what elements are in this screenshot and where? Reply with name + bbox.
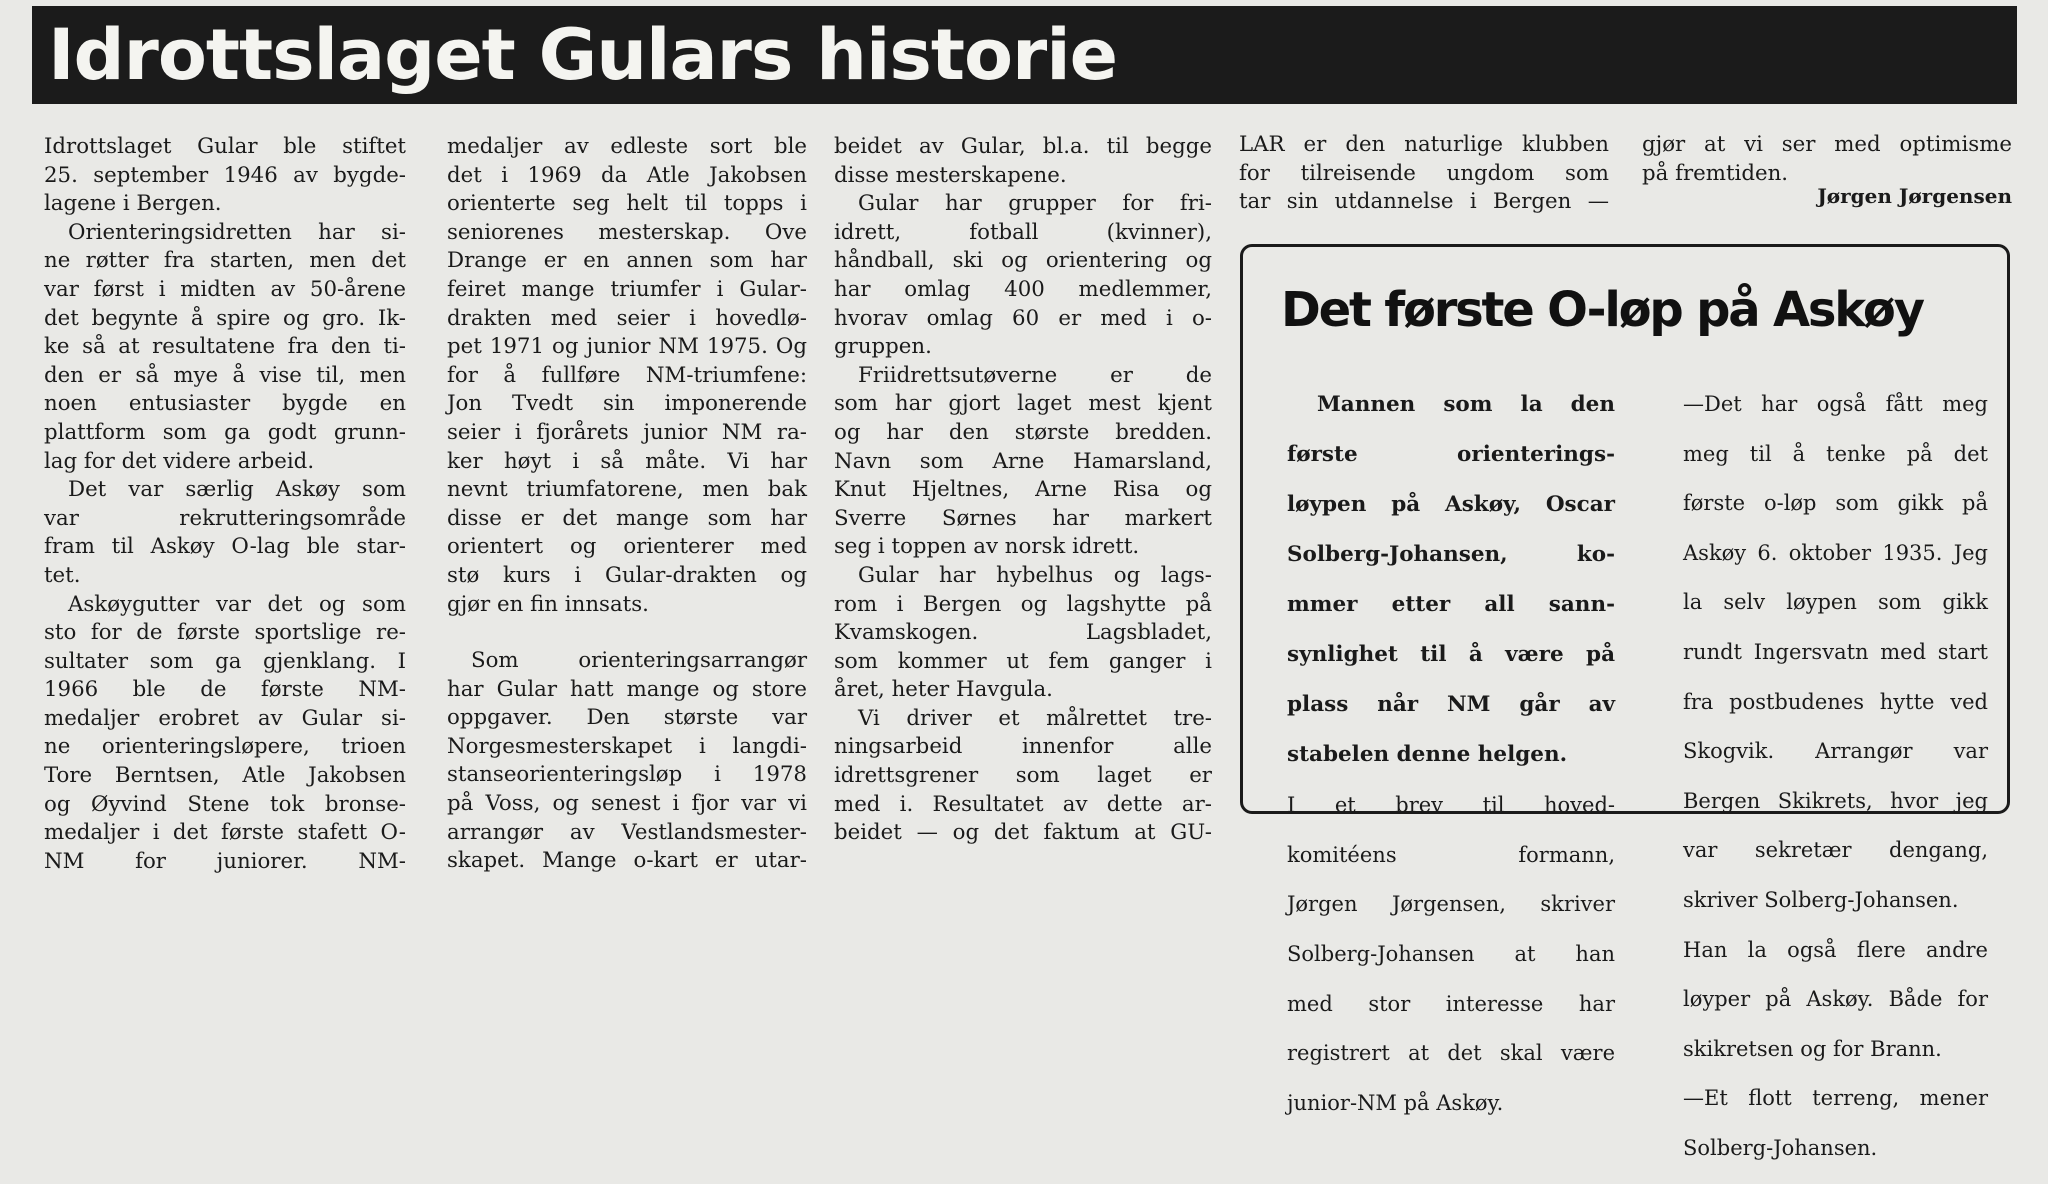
text-line: Orienteringsidretten har si-: [68, 219, 406, 245]
text-line: gruppen.: [834, 334, 932, 360]
text-line: ke så at resultatene fra den ti-: [44, 334, 406, 360]
text-line: sultater som ga gjenklang. I: [44, 648, 406, 674]
text-line: Solberg-Johansen.: [1683, 1135, 1878, 1160]
text-line: har omlag 400 medlemmer,: [834, 276, 1212, 302]
article-column-2: [447, 133, 807, 876]
text-line: var rekrutteringsområde: [44, 505, 406, 531]
text-line: 1966 ble de første NM-: [44, 677, 406, 703]
text-line: seniorenes mesterskap. Ove: [447, 219, 807, 245]
text-line: Det var særlig Askøy som: [68, 477, 406, 503]
text-line: Solberg-Johansen at han: [1287, 942, 1615, 967]
text-line: med i. Resultatet av dette ar-: [834, 791, 1212, 817]
text-line: Kvamskogen. Lagsbladet,: [834, 620, 1212, 646]
text-line: nevnt triumfatorene, men bak: [447, 477, 807, 503]
text-line: seg i toppen av norsk idrett.: [834, 534, 1140, 560]
text-line: hvorav omlag 60 er med i o-: [834, 305, 1212, 331]
text-line: på fremtiden.: [1642, 160, 1789, 186]
article-column-4: [1239, 131, 1609, 217]
lead-line: første orienterings-: [1287, 441, 1615, 467]
text-line: Han la også flere andre: [1683, 937, 1988, 962]
text-line: LAR er den naturlige klubben: [1239, 132, 1609, 157]
text-line: gjør en fin innsats.: [447, 591, 649, 617]
text-line: junior-NM på Askøy.: [1287, 1090, 1504, 1115]
text-line: noen entusiaster bygde en: [44, 391, 406, 417]
text-line: komitéens formann,: [1287, 842, 1615, 867]
text-line: Gular har hybelhus og lags-: [858, 562, 1212, 588]
text-line: seier i fjorårets junior NM ra-: [447, 419, 807, 445]
text-line: skriver Solberg-Johansen.: [1683, 887, 1959, 912]
sidebar-box: [1240, 244, 2010, 1160]
text-line: disse er det mange som har: [447, 505, 807, 531]
lead-line: løypen på Askøy, Oscar: [1287, 491, 1615, 517]
text-line: har Gular hatt mange og store: [447, 676, 807, 702]
text-line: på Voss, og senest i fjor var vi: [447, 791, 807, 817]
text-line: håndball, ski og orientering og: [834, 248, 1212, 274]
sidebar-title: Det første O-løp på Askøy: [1281, 282, 1923, 338]
text-line: lagene i Bergen.: [44, 191, 222, 217]
text-line: skapet. Mange o-kart er utar-: [447, 848, 807, 874]
text-line: disse mesterskapene.: [834, 162, 1067, 188]
text-line: ningsarbeid innenfor alle: [834, 734, 1212, 760]
text-line: stanseorienteringsløp i 1978: [447, 762, 807, 788]
text-line: ne røtter fra starten, men det: [44, 248, 406, 274]
text-line: beidet — og det faktum at GU-: [834, 820, 1212, 846]
text-line: det i 1969 da Atle Jakobsen: [447, 162, 807, 188]
text-line: fram til Askøy O-lag ble star-: [44, 534, 406, 560]
article-column-3: [834, 133, 1212, 848]
text-line: —Et flott terreng, mener: [1683, 1086, 1988, 1111]
text-line: den er så mye å vise til, men: [44, 362, 406, 388]
headline-banner: [32, 6, 2017, 104]
text-line: ker høyt i så måte. Vi har: [447, 448, 807, 474]
text-line: Jon Tvedt sin imponerende: [447, 391, 807, 417]
text-line: 25. september 1946 av bygde-: [44, 162, 406, 188]
text-line: rundt Ingersvatn med start: [1683, 639, 1988, 664]
text-line: det begynte å spire og gro. Ik-: [44, 305, 406, 331]
text-line: var først i midten av 50-årene: [44, 276, 406, 302]
text-line: Bergen Skikrets, hvor jeg: [1683, 788, 1988, 813]
text-line: og Øyvind Stene tok bronse-: [44, 791, 406, 817]
text-line: med stor interesse har: [1287, 991, 1615, 1016]
text-line: Skogvik. Arrangør var: [1683, 739, 1988, 764]
headline: Idrottslaget Gulars historie: [48, 14, 1118, 96]
text-line: og har den største bredden.: [834, 419, 1212, 445]
text-line: medaljer erobret av Gular si-: [44, 705, 406, 731]
lead-line: mmer etter all sann-: [1287, 591, 1615, 617]
text-line: fra postbudenes hytte ved: [1683, 689, 1988, 714]
article-column-1: [44, 133, 406, 876]
text-line: plattform som ga godt grunn-: [44, 419, 406, 445]
author-signature: Jørgen Jørgensen: [1817, 184, 2012, 208]
text-line: første o-løp som gikk på: [1683, 491, 1988, 516]
text-line: registrert at det skal være: [1287, 1041, 1615, 1066]
text-line: oppgaver. Den største var: [447, 705, 807, 731]
text-line: drakten med seier i hovedlø-: [447, 305, 807, 331]
text-line: medaljer av edleste sort ble: [447, 134, 807, 159]
lead-line: synlighet til å være på: [1287, 641, 1615, 667]
sidebar-right-column: [1683, 369, 1988, 1184]
text-line: Idrottslaget Gular ble stiftet: [44, 134, 406, 159]
text-line: som har gjort laget mest kjent: [834, 391, 1212, 417]
text-line: Sverre Sørnes har markert: [834, 505, 1212, 531]
text-line: medaljer i det første stafett O-: [44, 820, 406, 846]
text-line: Askøy 6. oktober 1935. Jeg: [1683, 540, 1988, 565]
text-line: Knut Hjeltnes, Arne Risa og: [834, 477, 1212, 503]
text-line: Gular har grupper for fri-: [858, 191, 1212, 217]
text-line: tet.: [44, 562, 81, 588]
text-line: orientert og orienterer med: [447, 534, 807, 560]
sidebar-lead: [1287, 391, 1615, 770]
text-line: ne orienteringsløpere, trioen: [44, 734, 406, 760]
text-line: Jørgen Jørgensen, skriver: [1287, 892, 1615, 917]
text-line: la selv løypen som gikk: [1683, 590, 1988, 615]
lead-line: Solberg-Johansen, ko-: [1287, 541, 1615, 567]
lead-line: plass når NM går av: [1287, 692, 1615, 718]
text-line: Askøygutter var det og som: [68, 591, 406, 617]
text-line: I et brev til hoved-: [1287, 793, 1615, 818]
sidebar-left-column: [1287, 369, 1615, 1138]
lead-line: Mannen som la den: [1317, 391, 1615, 417]
text-line: idrett, fotball (kvinner),: [834, 219, 1212, 245]
text-line: stø kurs i Gular-drakten og: [447, 562, 807, 588]
text-line: for å fullføre NM-triumfene:: [447, 362, 807, 388]
text-line: Drange er en annen som har: [447, 248, 807, 274]
text-line: skikretsen og for Brann.: [1683, 1036, 1942, 1061]
text-line: Navn som Arne Hamarsland,: [834, 448, 1212, 474]
text-line: for tilreisende ungdom som: [1239, 160, 1609, 186]
article-column-5: [1642, 131, 2012, 188]
text-line: arrangør av Vestlandsmester-: [447, 819, 807, 845]
text-line: løyper på Askøy. Både for: [1683, 987, 1988, 1012]
text-line: som kommer ut fem ganger i: [834, 648, 1212, 674]
text-line: Tore Berntsen, Atle Jakobsen: [44, 763, 406, 789]
text-line: orienterte seg helt til topps i: [447, 191, 807, 217]
text-line: var sekretær dengang,: [1683, 838, 1988, 863]
text-line: sto for de første sportslige re-: [44, 620, 406, 646]
text-line: Norgesmesterskapet i langdi-: [447, 733, 807, 759]
lead-line: stabelen denne helgen.: [1287, 742, 1568, 768]
text-line: idrettsgrener som laget er: [834, 763, 1212, 789]
text-line: —Det har også fått meg: [1683, 392, 1988, 416]
text-line: pet 1971 og junior NM 1975. Og: [447, 334, 807, 360]
text-line: feiret mange triumfer i Gular-: [447, 276, 807, 302]
text-line: Friidrettsutøverne er de: [858, 362, 1212, 388]
text-line: gjør at vi ser med optimisme: [1642, 132, 2012, 157]
text-line: lag for det videre arbeid.: [44, 448, 315, 474]
text-line: året, heter Havgula.: [834, 677, 1053, 703]
text-line: tar sin utdannelse i Bergen —: [1239, 189, 1609, 215]
text-line: Vi driver et målrettet tre-: [858, 705, 1212, 731]
text-line: meg til å tenke på det: [1683, 441, 1988, 466]
text-line: rom i Bergen og lagshytte på: [834, 591, 1212, 617]
text-line: beidet av Gular, bl.a. til begge: [834, 134, 1212, 159]
text-line: NM for juniorer. NM-: [44, 848, 406, 874]
text-line: Som orienteringsarrangør: [471, 648, 807, 674]
